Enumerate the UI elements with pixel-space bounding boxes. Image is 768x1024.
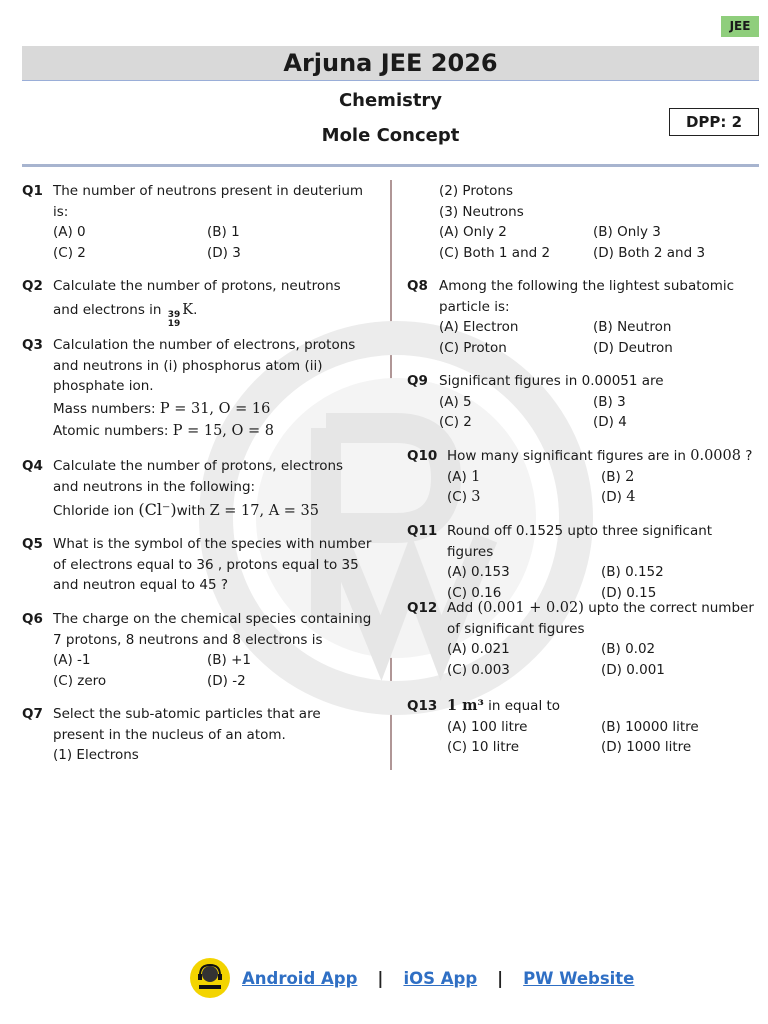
question-value: 0.0008 (690, 448, 741, 464)
with-text: with (176, 503, 206, 519)
chapter-title: Mole Concept (321, 125, 460, 146)
statement-1: (1) Electrons (53, 747, 139, 763)
option-b[interactable]: (B) 0.152 (601, 564, 664, 580)
question-mark: ? (745, 448, 753, 464)
element-symbol: K (182, 301, 194, 318)
option-a[interactable]: (A) 5 (439, 393, 472, 410)
option-b[interactable]: (B) 10000 litre (601, 718, 699, 735)
question-text: phosphate ion. (53, 378, 154, 394)
question-text: Calculate the number of protons, neutrons (53, 278, 341, 294)
pw-website-link[interactable]: PW Website (523, 968, 635, 988)
option-d[interactable]: (D) 4 (593, 414, 627, 430)
question-text: in equal to (488, 698, 561, 714)
option-c[interactable]: (C) Both 1 and 2 (439, 244, 551, 261)
question-text: Select the sub-atomic particles that are (53, 706, 321, 722)
atomic-values: P = 15, O = 8 (172, 423, 275, 439)
option-a[interactable]: (A) 0.153 (447, 564, 510, 580)
question-text: What is the symbol of the species with number (53, 536, 372, 552)
ios-app-link[interactable]: iOS App (403, 968, 478, 988)
option-d[interactable]: (D) 3 (207, 244, 241, 261)
option-c[interactable]: (C) 0.003 (447, 661, 510, 678)
question-number: Q1 (22, 183, 43, 199)
statement-2: (2) Protons (439, 183, 513, 199)
question-text: of electrons equal to 36 , protons equal to 35 (53, 556, 359, 573)
question-text: and electrons in (53, 301, 162, 318)
ion-formula: (Cl⁻) (138, 500, 177, 519)
question-text: particle is: (439, 298, 510, 315)
option-b[interactable]: (B) +1 (207, 652, 251, 668)
question-number: Q4 (22, 458, 43, 474)
option-a[interactable]: (A) Only 2 (439, 224, 507, 240)
option-a[interactable]: (A) -1 (53, 652, 91, 668)
question-text: and neutrons in (i) phosphorus atom (ii) (53, 357, 323, 374)
mass-number: 39 (167, 309, 181, 320)
option-a[interactable]: (A) Electron (439, 319, 519, 335)
question-text: Add (447, 600, 474, 616)
question-text: The charge on the chemical species containing (53, 611, 372, 627)
android-app-link[interactable]: Android App (242, 968, 358, 988)
nuclide-notation (168, 311, 181, 329)
question-number: Q11 (407, 523, 438, 539)
option-d[interactable]: (D) -2 (207, 672, 246, 689)
question-number: Q7 (22, 706, 43, 722)
question-text: upto the correct number (588, 600, 754, 616)
question-number: Q13 (407, 698, 438, 714)
question-text: Calculation the number of electrons, protons (53, 337, 356, 353)
option-b[interactable]: (B) Only 3 (593, 224, 661, 240)
question-text: is: (53, 203, 69, 220)
customer-service-icon (190, 958, 230, 998)
option-c[interactable]: (C) 10 litre (447, 739, 520, 755)
question-number: Q5 (22, 536, 43, 552)
statement-3: (3) Neutrons (439, 203, 524, 220)
question-text: Round off 0.1525 upto three significant figures (447, 523, 713, 560)
option-d[interactable]: (D) 0.001 (601, 661, 665, 678)
question-number: Q3 (22, 337, 43, 353)
question-text: of significant figures (447, 620, 585, 637)
question-text: and neutrons in the following: (53, 478, 256, 495)
subject-title: Chemistry (338, 90, 443, 111)
exam-tag: JEE (721, 16, 759, 37)
option-c[interactable]: (C) 2 (439, 414, 472, 430)
option-a[interactable]: (A) 0.021 (447, 641, 510, 657)
page-title: Arjuna JEE 2026 (22, 46, 759, 81)
ion-label: Chloride ion (53, 503, 135, 519)
question-number: Q6 (22, 611, 43, 627)
question-text: How many significant figures are in (447, 448, 686, 464)
question-number: Q8 (407, 278, 428, 294)
option-b[interactable]: (B) 0.02 (601, 641, 656, 657)
option-d[interactable]: (D) Deutron (593, 339, 673, 356)
header-divider (22, 164, 759, 167)
question-number: Q10 (407, 448, 438, 464)
option-b[interactable]: (B) 1 (207, 224, 240, 240)
option-b[interactable]: (B) 2 (601, 468, 635, 485)
atomic-number: 19 (167, 318, 181, 329)
question-7-continued (439, 181, 759, 263)
question-text: Significant figures in 0.00051 are (439, 373, 664, 389)
question-value: 1 m³ (447, 697, 484, 714)
question-number: Q9 (407, 373, 428, 389)
option-c[interactable]: (C) zero (53, 672, 107, 689)
option-d[interactable]: (D) 0.15 (601, 584, 657, 601)
question-text: present in the nucleus of an atom. (53, 726, 286, 743)
question-text: 7 protons, 8 neutrons and 8 electrons is (53, 631, 323, 648)
mass-label: Mass numbers: (53, 400, 156, 417)
separator: | (497, 968, 504, 988)
option-d[interactable]: (D) 4 (601, 489, 636, 505)
option-a[interactable]: (A) 100 litre (447, 718, 528, 735)
option-c[interactable]: (C) 0.16 (447, 584, 502, 601)
option-a[interactable]: (A) 1 (447, 468, 481, 485)
question-number: Q12 (407, 600, 438, 616)
period: . (193, 301, 198, 318)
question-expression: (0.001 + 0.02) (477, 600, 584, 616)
footer-links (190, 956, 634, 1000)
option-c[interactable]: (C) 2 (53, 244, 86, 261)
option-b[interactable]: (B) Neutron (593, 319, 672, 335)
option-b[interactable]: (B) 3 (593, 393, 626, 410)
option-d[interactable]: (D) 1000 litre (601, 739, 692, 755)
option-d[interactable]: (D) Both 2 and 3 (593, 244, 706, 261)
mass-values: P = 31, O = 16 (159, 400, 271, 417)
separator: | (377, 968, 384, 988)
question-text: Among the following the lightest subatomic (439, 278, 735, 294)
option-a[interactable]: (A) 0 (53, 224, 86, 240)
ion-values: Z = 17, A = 35 (209, 503, 319, 519)
dpp-badge: DPP: 2 (669, 108, 759, 136)
option-c[interactable]: (C) Proton (439, 339, 507, 356)
question-text: and neutron equal to 45 ? (53, 577, 228, 593)
option-c[interactable]: (C) 3 (447, 489, 481, 505)
question-number: Q2 (22, 278, 43, 294)
question-text: The number of neutrons present in deuterium (53, 183, 364, 199)
atomic-label: Atomic numbers: (53, 423, 169, 439)
question-text: Calculate the number of protons, electrons (53, 458, 344, 474)
